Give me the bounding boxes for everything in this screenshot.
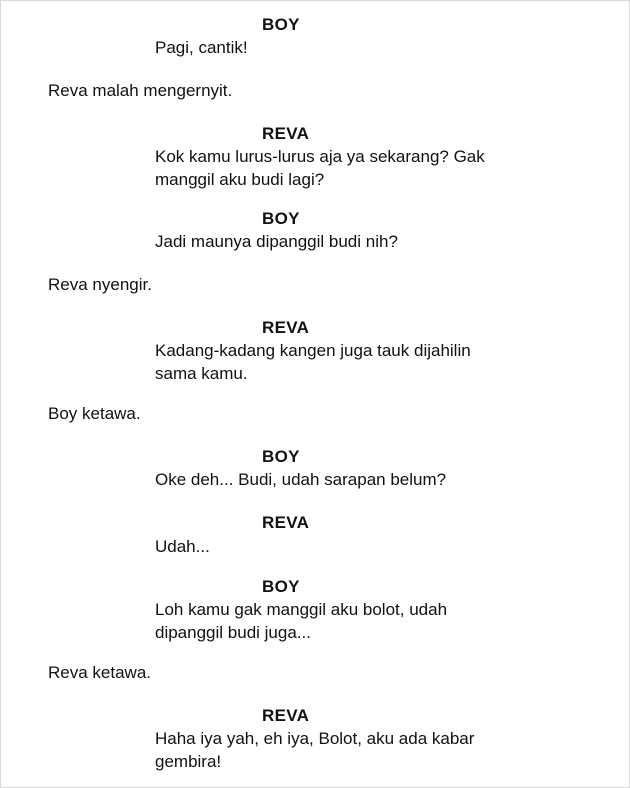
action-line: Reva malah mengernyit. [48,81,233,100]
action-line: Reva nyengir. [48,275,152,294]
dialogue-line: Jadi maunya dipanggil budi nih? [155,232,398,251]
action-line: Reva ketawa. [48,663,151,682]
character-name: BOY [262,447,300,466]
dialogue-line: Udah... [155,537,210,556]
dialogue-line: Haha iya yah, eh iya, Bolot, aku ada kabar gembira! [155,729,475,771]
character-name: BOY [262,15,300,34]
character-name: REVA [262,513,310,532]
dialogue-line: Loh kamu gak manggil aku bolot, udah dipanggil budi juga... [155,600,448,642]
action-line: Boy ketawa. [48,404,141,423]
character-name: REVA [262,706,310,725]
character-name: BOY [262,209,300,228]
character-name: REVA [262,318,310,337]
character-name: BOY [262,577,300,596]
dialogue-line: Oke deh... Budi, udah sarapan belum? [155,470,447,489]
character-name: REVA [262,124,310,143]
dialogue-line: Kadang-kadang kangen juga tauk dijahilin sama kamu. [155,341,471,383]
dialogue-line: Kok kamu lurus-lurus aja ya sekarang? Gak manggil aku budi lagi? [155,147,485,189]
dialogue-line: Pagi, cantik! [155,38,248,57]
